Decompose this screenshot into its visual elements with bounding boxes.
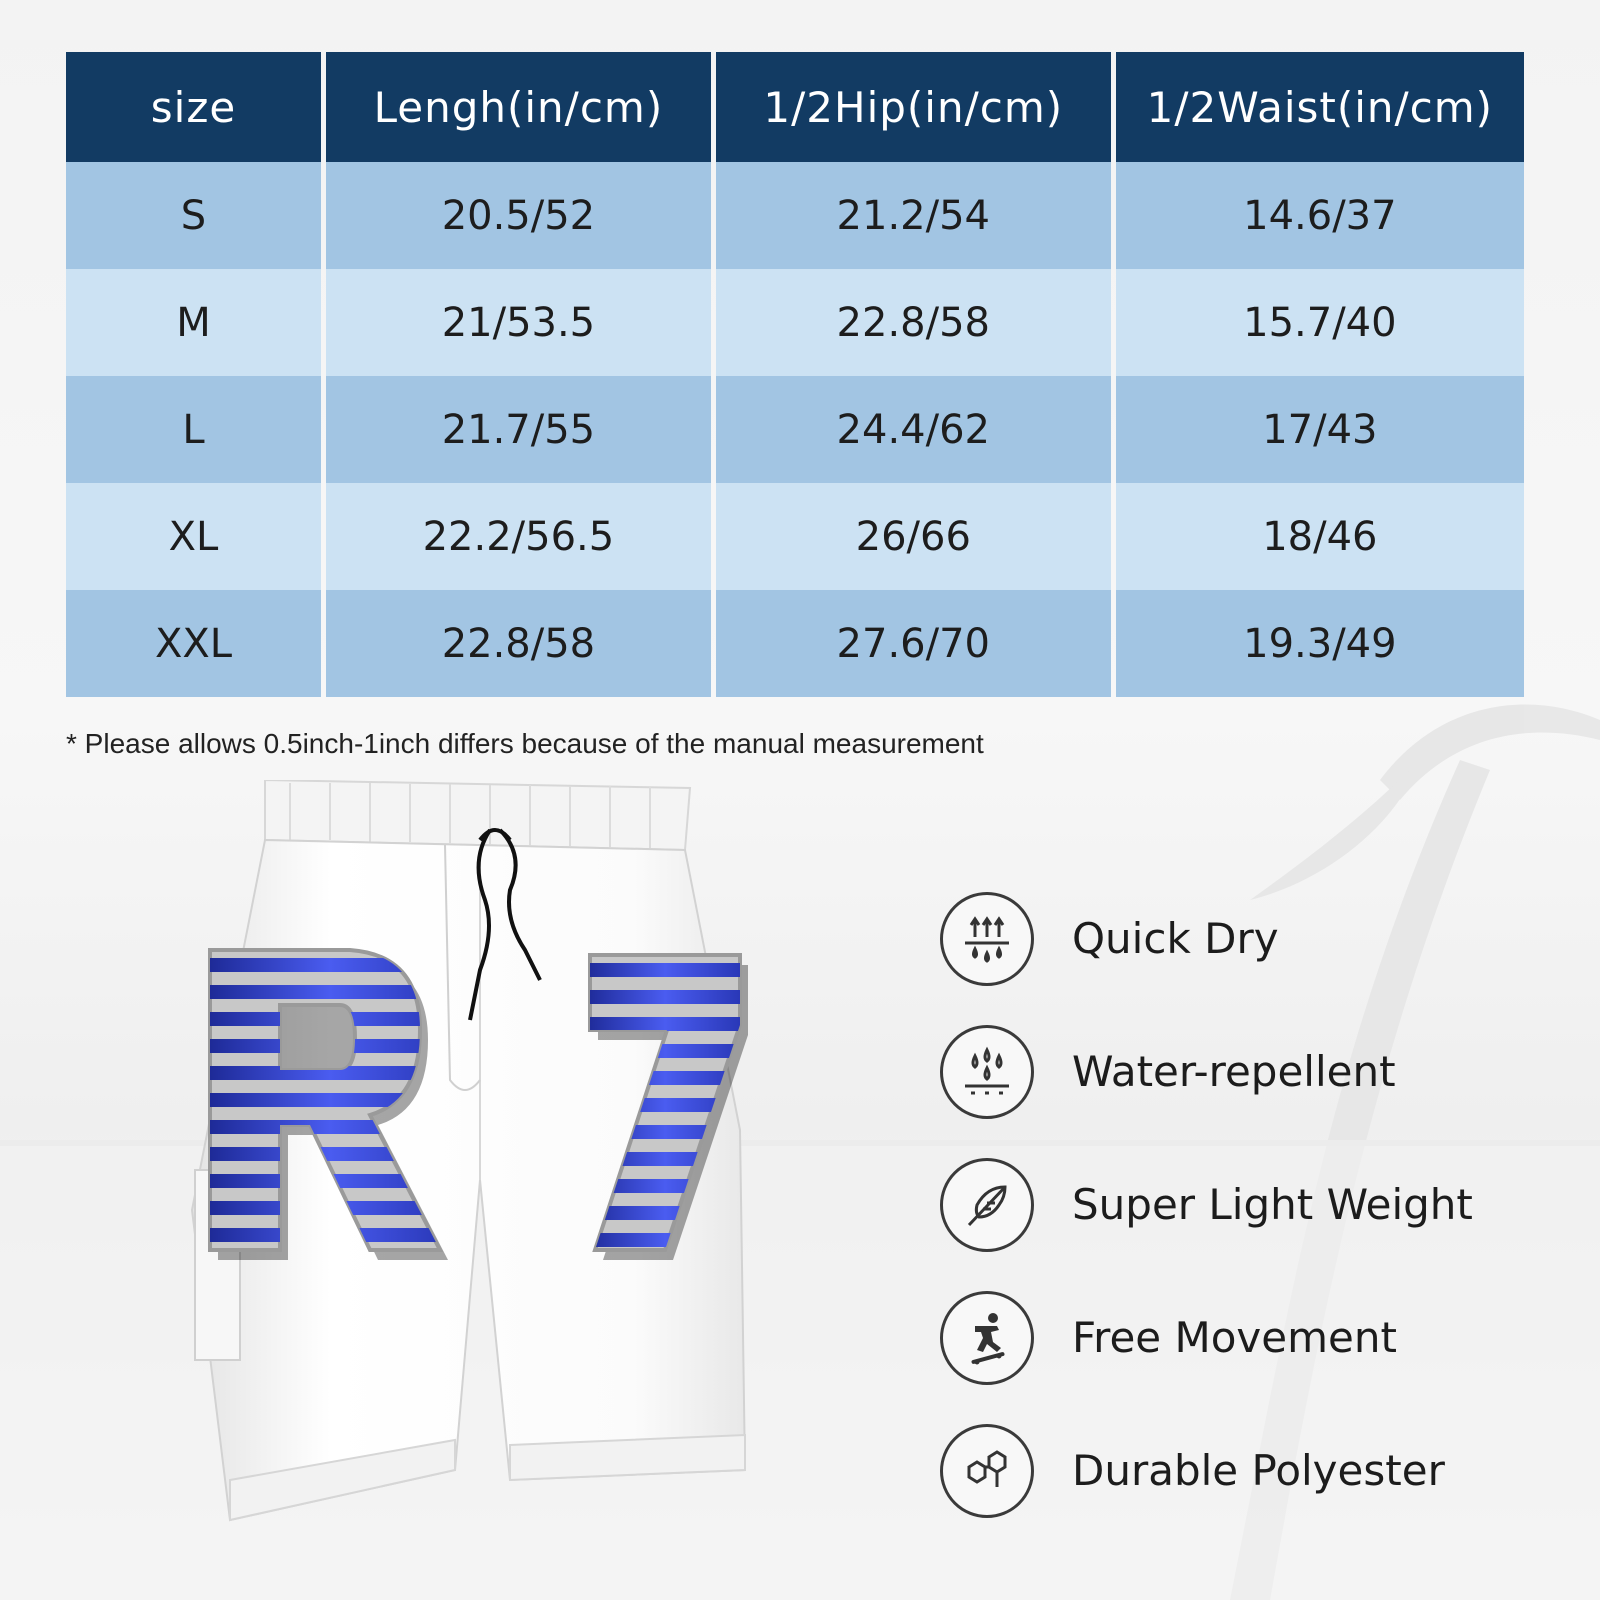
header-size: size	[66, 52, 321, 162]
feature-label: Durable Polyester	[1072, 1446, 1445, 1495]
size-chart-table	[61, 52, 1529, 697]
size-chart-header-row	[66, 52, 1524, 162]
feature-item-free-movement	[940, 1271, 1560, 1404]
cell-size: S	[66, 162, 321, 269]
cell-waist: 18/46	[1116, 483, 1524, 590]
feature-label: Free Movement	[1072, 1313, 1397, 1362]
cell-length: 20.5/52	[326, 162, 711, 269]
table-row	[66, 269, 1524, 376]
cell-hip: 22.8/58	[716, 269, 1111, 376]
cell-size: L	[66, 376, 321, 483]
molecule-icon	[940, 1424, 1034, 1518]
feature-item-quick-dry	[940, 872, 1560, 1005]
measurement-note: * Please allows 0.5inch-1inch differs because of the manual measurement	[66, 728, 984, 759]
feature-item-light-weight	[940, 1138, 1560, 1271]
header-length: Lengh(in/cm)	[326, 52, 711, 162]
header-half-waist: 1/2Waist(in/cm)	[1116, 52, 1524, 162]
skateboarder-icon	[940, 1291, 1034, 1385]
water-drops-icon	[940, 1025, 1034, 1119]
feature-label: Water-repellent	[1072, 1047, 1396, 1096]
feature-label: Quick Dry	[1072, 914, 1279, 963]
feature-item-durable-polyester	[940, 1404, 1560, 1537]
cell-size: XXL	[66, 590, 321, 697]
feature-item-water-repellent	[940, 1005, 1560, 1138]
cell-length: 21/53.5	[326, 269, 711, 376]
table-row	[66, 376, 1524, 483]
cell-waist: 19.3/49	[1116, 590, 1524, 697]
cell-waist: 15.7/40	[1116, 269, 1524, 376]
cell-length: 22.2/56.5	[326, 483, 711, 590]
table-row	[66, 162, 1524, 269]
table-row	[66, 483, 1524, 590]
header-half-hip: 1/2Hip(in/cm)	[716, 52, 1111, 162]
cell-waist: 17/43	[1116, 376, 1524, 483]
table-row	[66, 590, 1524, 697]
cell-waist: 14.6/37	[1116, 162, 1524, 269]
cell-length: 21.7/55	[326, 376, 711, 483]
feature-list	[940, 872, 1560, 1537]
feature-label: Super Light Weight	[1072, 1180, 1473, 1229]
cell-hip: 24.4/62	[716, 376, 1111, 483]
cell-hip: 26/66	[716, 483, 1111, 590]
cell-length: 22.8/58	[326, 590, 711, 697]
feather-icon	[940, 1158, 1034, 1252]
cell-size: XL	[66, 483, 321, 590]
board-shorts-image	[180, 780, 780, 1580]
cell-hip: 27.6/70	[716, 590, 1111, 697]
cell-hip: 21.2/54	[716, 162, 1111, 269]
quick-dry-icon	[940, 892, 1034, 986]
cell-size: M	[66, 269, 321, 376]
